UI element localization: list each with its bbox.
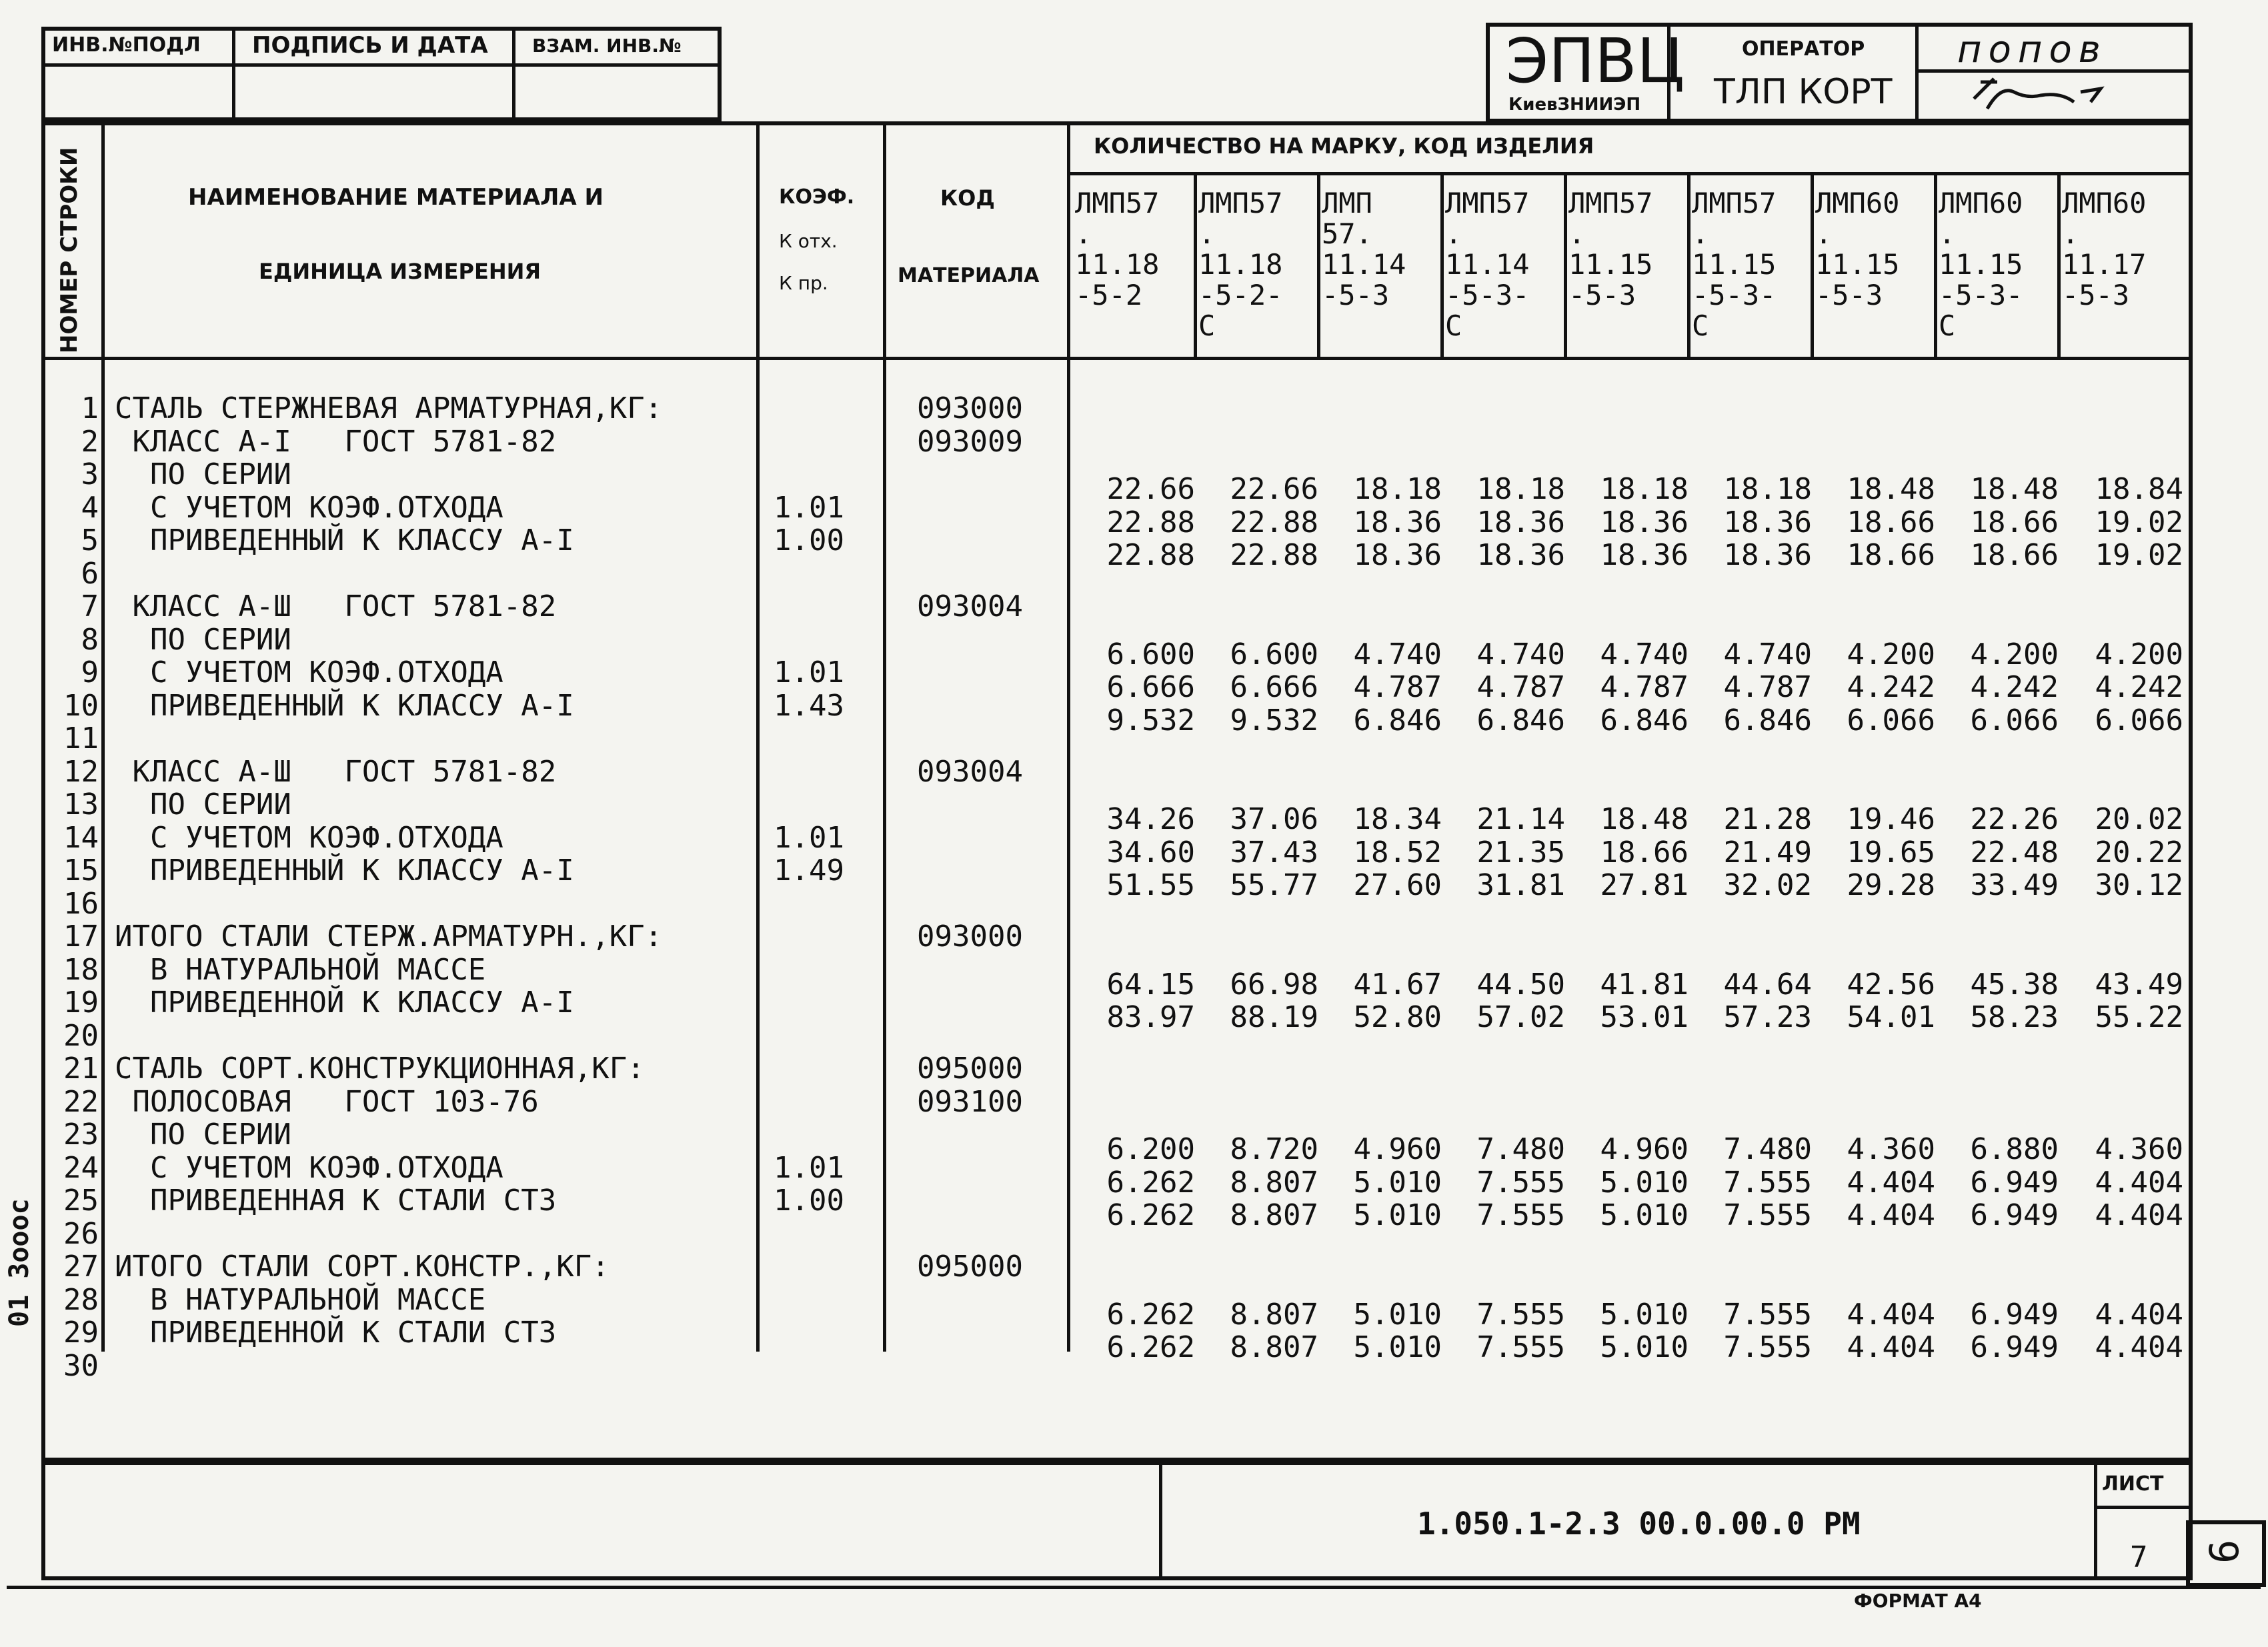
- row-value: 45.38: [1970, 968, 2059, 1002]
- row-name: ПО СЕРИИ: [115, 457, 291, 491]
- mark-col-6: ЛМП57 . 11.15 -5-3- С: [1692, 187, 1777, 342]
- row-value: 22.88: [1230, 538, 1318, 572]
- mark-divider: [1687, 172, 1690, 359]
- row-value: 9.532: [1230, 703, 1318, 737]
- row-value: 5.010: [1600, 1330, 1688, 1364]
- row-value: 5.010: [1353, 1166, 1442, 1200]
- row-value: 19.65: [1847, 836, 1935, 870]
- row-value: 18.18: [1353, 472, 1442, 506]
- mark-col-4: ЛМП57 . 11.14 -5-3- С: [1445, 187, 1530, 342]
- row-value: 22.48: [1970, 836, 2059, 870]
- row-name: С УЧЕТОМ КОЭФ.ОТХОДА: [115, 655, 503, 689]
- row-value: 4.787: [1600, 670, 1688, 704]
- row-value: 37.43: [1230, 836, 1318, 870]
- row-koef: 1.00: [774, 1184, 844, 1218]
- row-value: 30.12: [2095, 868, 2183, 902]
- row-code: 093009: [917, 425, 1023, 459]
- row-code: 093000: [917, 391, 1023, 425]
- row-value: 6.200: [1106, 1132, 1195, 1166]
- row-value: 18.36: [1353, 505, 1442, 539]
- row-value: 18.36: [1476, 538, 1565, 572]
- row-number: 2: [81, 425, 99, 459]
- row-value: 42.56: [1847, 968, 1935, 1002]
- operator-name: ТЛП КОРТ: [1714, 72, 1893, 112]
- row-value: 4.404: [2095, 1330, 2183, 1364]
- row-value: 22.88: [1230, 505, 1318, 539]
- row-number: 1: [81, 391, 99, 425]
- column-divider: [883, 121, 886, 1352]
- row-value: 4.787: [1353, 670, 1442, 704]
- row-value: 22.88: [1106, 505, 1195, 539]
- row-code: 095000: [917, 1052, 1023, 1086]
- row-value: 6.949: [1970, 1198, 2059, 1232]
- row-value: 8.720: [1230, 1132, 1318, 1166]
- format-label: ФОРМАТ А4: [1854, 1590, 1982, 1612]
- header-koef-line2: К отх.: [779, 230, 838, 252]
- row-value: 55.77: [1230, 868, 1318, 902]
- row-value: 41.81: [1600, 968, 1688, 1002]
- row-value: 66.98: [1230, 968, 1318, 1002]
- footer-divider: [1159, 1460, 1162, 1580]
- row-value: 4.242: [2095, 670, 2183, 704]
- row-value: 18.36: [1600, 538, 1688, 572]
- row-number: 25: [63, 1184, 99, 1218]
- column-divider: [756, 121, 760, 1352]
- mark-divider: [2057, 172, 2061, 359]
- row-number: 20: [63, 1019, 99, 1053]
- row-value: 88.19: [1230, 1000, 1318, 1034]
- header-code-line1: КОД: [940, 185, 995, 211]
- row-koef: 1.01: [774, 821, 844, 855]
- mark-col-1: ЛМП57 . 11.18 -5-2: [1075, 187, 1160, 311]
- row-value: 18.66: [1970, 538, 2059, 572]
- row-value: 8.807: [1230, 1298, 1318, 1332]
- row-value: 22.66: [1230, 472, 1318, 506]
- row-koef: 1.43: [774, 689, 844, 723]
- row-number: 19: [63, 986, 99, 1020]
- row-value: 21.14: [1476, 802, 1565, 836]
- row-value: 5.010: [1353, 1298, 1442, 1332]
- row-name: С УЧЕТОМ КОЭФ.ОТХОДА: [115, 491, 503, 525]
- header-code-line2: МАТЕРИАЛА: [898, 264, 1040, 287]
- row-name: ПРИВЕДЕННЫЙ К КЛАССУ А-I: [115, 854, 574, 888]
- org-sub: КиевЗНИИЭП: [1508, 95, 1641, 115]
- row-value: 20.02: [2095, 802, 2183, 836]
- row-value: 18.36: [1353, 538, 1442, 572]
- row-value: 37.06: [1230, 802, 1318, 836]
- row-koef: 1.49: [774, 854, 844, 888]
- row-value: 18.66: [1847, 505, 1935, 539]
- row-number: 16: [63, 887, 99, 921]
- row-value: 4.787: [1723, 670, 1812, 704]
- row-number: 14: [63, 821, 99, 855]
- row-value: 6.880: [1970, 1132, 2059, 1166]
- row-value: 5.010: [1600, 1198, 1688, 1232]
- row-value: 5.010: [1353, 1198, 1442, 1232]
- row-value: 4.960: [1353, 1132, 1442, 1166]
- row-value: 18.18: [1723, 472, 1812, 506]
- row-value: 44.50: [1476, 968, 1565, 1002]
- row-name: ИТОГО СТАЛИ СОРТ.КОНСТР.,КГ:: [115, 1250, 610, 1284]
- row-value: 19.02: [2095, 505, 2183, 539]
- row-value: 18.84: [2095, 472, 2183, 506]
- row-number: 22: [63, 1085, 99, 1119]
- row-value: 6.600: [1230, 637, 1318, 671]
- row-value: 6.846: [1476, 703, 1565, 737]
- row-code: 093004: [917, 589, 1023, 623]
- mark-divider: [1934, 172, 1937, 359]
- row-value: 54.01: [1847, 1000, 1935, 1034]
- row-number: 9: [81, 655, 99, 689]
- mark-col-5: ЛМП57 . 11.15 -5-3: [1568, 187, 1653, 311]
- row-value: 18.66: [1970, 505, 2059, 539]
- row-value: 4.404: [1847, 1166, 1935, 1200]
- row-number: 12: [63, 755, 99, 789]
- row-value: 27.60: [1353, 868, 1442, 902]
- side-mark: 01 Зооос: [4, 1198, 35, 1327]
- footer-divider: [2094, 1460, 2097, 1580]
- row-value: 6.666: [1106, 670, 1195, 704]
- row-value: 8.807: [1230, 1166, 1318, 1200]
- row-value: 6.262: [1106, 1298, 1195, 1332]
- stamp-sign-date: ПОДПИСЬ И ДАТА: [252, 32, 488, 59]
- row-name: ПО СЕРИИ: [115, 787, 291, 821]
- row-value: 4.242: [1970, 670, 2059, 704]
- sheet-label: ЛИСТ: [2102, 1472, 2164, 1496]
- row-number: 28: [63, 1283, 99, 1317]
- header-name-line1: НАИМЕНОВАНИЕ МАТЕРИАЛА И: [188, 184, 604, 211]
- row-value: 6.262: [1106, 1330, 1195, 1364]
- row-value: 7.480: [1723, 1132, 1812, 1166]
- row-value: 7.555: [1723, 1166, 1812, 1200]
- row-value: 6.846: [1353, 703, 1442, 737]
- row-number: 30: [63, 1349, 99, 1383]
- row-value: 6.066: [1847, 703, 1935, 737]
- row-value: 57.23: [1723, 1000, 1812, 1034]
- row-value: 20.22: [2095, 836, 2183, 870]
- row-value: 4.200: [1970, 637, 2059, 671]
- row-koef: 1.01: [774, 491, 844, 525]
- row-value: 4.200: [2095, 637, 2183, 671]
- row-value: 41.67: [1353, 968, 1442, 1002]
- row-value: 83.97: [1106, 1000, 1195, 1034]
- header-koef-line1: КОЭФ.: [779, 185, 855, 209]
- row-code: 095000: [917, 1250, 1023, 1284]
- row-value: 19.46: [1847, 802, 1935, 836]
- row-value: 18.52: [1353, 836, 1442, 870]
- stamp-divider: [41, 63, 722, 67]
- row-number: 24: [63, 1151, 99, 1185]
- row-number: 23: [63, 1118, 99, 1152]
- mark-col-8: ЛМП60 . 11.15 -5-3- С: [1939, 187, 2023, 342]
- header-name-line2: ЕДИНИЦА ИЗМЕРЕНИЯ: [259, 259, 541, 284]
- row-value: 4.360: [2095, 1132, 2183, 1166]
- row-value: 34.60: [1106, 836, 1195, 870]
- header-bottom-line: [41, 357, 2193, 360]
- row-name: С УЧЕТОМ КОЭФ.ОТХОДА: [115, 1151, 503, 1185]
- row-value: 7.555: [1723, 1298, 1812, 1332]
- row-value: 4.740: [1723, 637, 1812, 671]
- row-value: 18.36: [1600, 505, 1688, 539]
- stamp-vzam-inv: ВЗАМ. ИНВ.№: [532, 35, 682, 57]
- row-number: 27: [63, 1250, 99, 1284]
- row-value: 6.600: [1106, 637, 1195, 671]
- row-value: 18.36: [1723, 538, 1812, 572]
- row-name: ПРИВЕДЕННЫЙ К КЛАССУ А-I: [115, 689, 574, 723]
- row-value: 18.34: [1353, 802, 1442, 836]
- row-value: 34.26: [1106, 802, 1195, 836]
- row-value: 6.949: [1970, 1298, 2059, 1332]
- row-name: КЛАСС А-I ГОСТ 5781-82: [115, 425, 557, 459]
- row-value: 18.48: [1600, 802, 1688, 836]
- doc-code: 1.050.1-2.3 00.0.00.0 РМ: [1417, 1506, 1861, 1542]
- footer-block: [41, 1460, 2193, 1580]
- row-value: 21.49: [1723, 836, 1812, 870]
- row-code: 093000: [917, 920, 1023, 954]
- sheet-number: 7: [2130, 1540, 2148, 1574]
- row-value: 7.480: [1476, 1132, 1565, 1166]
- mark-divider: [1194, 172, 1197, 359]
- row-value: 32.02: [1723, 868, 1812, 902]
- mark-divider: [1564, 172, 1567, 359]
- row-name: В НАТУРАЛЬНОЙ МАССЕ: [115, 953, 486, 987]
- row-value: 9.532: [1106, 703, 1195, 737]
- page-bottom-line: [7, 1586, 2261, 1589]
- row-koef: 1.01: [774, 655, 844, 689]
- row-number: 6: [81, 557, 99, 591]
- row-name: ПРИВЕДЕННЫЙ К КЛАССУ А-I: [115, 523, 574, 557]
- row-name: СТАЛЬ СОРТ.КОНСТРУКЦИОННАЯ,КГ:: [115, 1052, 645, 1086]
- row-value: 27.81: [1600, 868, 1688, 902]
- row-value: 6.666: [1230, 670, 1318, 704]
- row-value: 4.740: [1600, 637, 1688, 671]
- row-value: 58.23: [1970, 1000, 2059, 1034]
- row-name: КЛАСС А-Ш ГОСТ 5781-82: [115, 755, 557, 789]
- row-value: 18.36: [1476, 505, 1565, 539]
- row-value: 7.555: [1476, 1198, 1565, 1232]
- row-value: 4.404: [1847, 1330, 1935, 1364]
- row-value: 5.010: [1353, 1330, 1442, 1364]
- row-number: 11: [63, 721, 99, 755]
- row-code: 093004: [917, 755, 1023, 789]
- page-mark: 9: [2199, 1539, 2247, 1564]
- row-number: 13: [63, 787, 99, 821]
- header-row-number: НОМЕР СТРОКИ: [56, 147, 83, 353]
- mark-col-3: ЛМП 57. 11.14 -5-3: [1322, 187, 1406, 311]
- mark-col-2: ЛМП57 . 11.18 -5-2- С: [1198, 187, 1283, 342]
- mark-col-9: ЛМП60 . 11.17 -5-3: [2062, 187, 2147, 311]
- row-value: 4.404: [2095, 1298, 2183, 1332]
- row-value: 33.49: [1970, 868, 2059, 902]
- mark-col-7: ЛМП60 . 11.15 -5-3: [1815, 187, 1900, 311]
- org-main: ЭПВЦ: [1506, 25, 1684, 97]
- row-value: 21.28: [1723, 802, 1812, 836]
- row-value: 6.262: [1106, 1198, 1195, 1232]
- row-value: 6.846: [1723, 703, 1812, 737]
- row-value: 29.28: [1847, 868, 1935, 902]
- row-value: 57.02: [1476, 1000, 1565, 1034]
- row-code: 093100: [917, 1085, 1023, 1119]
- row-number: 15: [63, 854, 99, 888]
- row-value: 18.66: [1847, 538, 1935, 572]
- row-number: 8: [81, 623, 99, 657]
- row-name: С УЧЕТОМ КОЭФ.ОТХОДА: [115, 821, 503, 855]
- row-number: 10: [63, 689, 99, 723]
- row-value: 4.404: [2095, 1198, 2183, 1232]
- mark-divider: [1440, 172, 1444, 359]
- row-number: 5: [81, 523, 99, 557]
- row-value: 7.555: [1723, 1198, 1812, 1232]
- row-value: 7.555: [1476, 1166, 1565, 1200]
- row-value: 4.404: [1847, 1298, 1935, 1332]
- row-name: ПРИВЕДЕННАЯ К СТАЛИ СТ3: [115, 1184, 557, 1218]
- header-qty-title: КОЛИЧЕСТВО НА МАРКУ, КОД ИЗДЕЛИЯ: [1094, 133, 1594, 159]
- row-value: 4.740: [1353, 637, 1442, 671]
- row-number: 26: [63, 1217, 99, 1251]
- row-value: 4.960: [1600, 1132, 1688, 1166]
- row-value: 18.36: [1723, 505, 1812, 539]
- row-value: 4.404: [1847, 1198, 1935, 1232]
- column-divider: [1067, 121, 1070, 1352]
- row-value: 8.807: [1230, 1330, 1318, 1364]
- footer-divider: [2094, 1506, 2193, 1509]
- row-number: 29: [63, 1316, 99, 1350]
- stamp-inv-podl: ИНВ.№ПОДЛ: [52, 33, 201, 57]
- row-number: 17: [63, 920, 99, 954]
- row-value: 44.64: [1723, 968, 1812, 1002]
- row-number: 3: [81, 457, 99, 491]
- column-divider: [101, 121, 105, 1352]
- row-value: 18.48: [1970, 472, 2059, 506]
- row-value: 43.49: [2095, 968, 2183, 1002]
- row-value: 18.18: [1476, 472, 1565, 506]
- row-value: 6.949: [1970, 1330, 2059, 1364]
- row-value: 22.66: [1106, 472, 1195, 506]
- row-name: ПРИВЕДЕННОЙ К СТАЛИ СТ3: [115, 1316, 557, 1350]
- mark-divider: [1811, 172, 1814, 359]
- author-name: попов: [1957, 28, 2107, 71]
- row-value: 64.15: [1106, 968, 1195, 1002]
- title-divider: [1915, 23, 1919, 123]
- row-number: 7: [81, 589, 99, 623]
- row-number: 4: [81, 491, 99, 525]
- row-value: 31.81: [1476, 868, 1565, 902]
- row-value: 4.360: [1847, 1132, 1935, 1166]
- row-value: 4.404: [2095, 1166, 2183, 1200]
- row-value: 53.01: [1600, 1000, 1688, 1034]
- row-value: 7.555: [1476, 1330, 1565, 1364]
- row-value: 4.787: [1476, 670, 1565, 704]
- row-name: КЛАСС А-Ш ГОСТ 5781-82: [115, 589, 557, 623]
- row-value: 52.80: [1353, 1000, 1442, 1034]
- row-value: 5.010: [1600, 1166, 1688, 1200]
- row-value: 4.242: [1847, 670, 1935, 704]
- row-value: 5.010: [1600, 1298, 1688, 1332]
- header-koef-line3: К пр.: [779, 272, 828, 294]
- row-value: 55.22: [2095, 1000, 2183, 1034]
- row-value: 7.555: [1476, 1298, 1565, 1332]
- row-value: 22.88: [1106, 538, 1195, 572]
- row-value: 19.02: [2095, 538, 2183, 572]
- row-koef: 1.01: [774, 1151, 844, 1185]
- row-name: ПО СЕРИИ: [115, 1118, 291, 1152]
- signature: [1947, 72, 2121, 119]
- row-value: 7.555: [1723, 1330, 1812, 1364]
- row-value: 6.066: [1970, 703, 2059, 737]
- row-value: 18.66: [1600, 836, 1688, 870]
- row-value: 51.55: [1106, 868, 1195, 902]
- row-number: 18: [63, 953, 99, 987]
- row-name: ПРИВЕДЕННОЙ К КЛАССУ А-I: [115, 986, 574, 1020]
- row-value: 8.807: [1230, 1198, 1318, 1232]
- row-value: 18.48: [1847, 472, 1935, 506]
- row-value: 6.949: [1970, 1166, 2059, 1200]
- row-name: ИТОГО СТАЛИ СТЕРЖ.АРМАТУРН.,КГ:: [115, 920, 663, 954]
- row-name: ПО СЕРИИ: [115, 623, 291, 657]
- row-koef: 1.00: [774, 523, 844, 557]
- row-value: 6.066: [2095, 703, 2183, 737]
- operator-label: ОПЕРАТОР: [1742, 37, 1865, 61]
- row-name: СТАЛЬ СТЕРЖНЕВАЯ АРМАТУРНАЯ,КГ:: [115, 391, 663, 425]
- qty-title-line: [1067, 172, 2193, 175]
- row-name: ПОЛОСОВАЯ ГОСТ 103-76: [115, 1085, 539, 1119]
- row-value: 6.262: [1106, 1166, 1195, 1200]
- stamp-divider: [232, 27, 235, 121]
- stamp-divider: [512, 27, 515, 121]
- row-name: В НАТУРАЛЬНОЙ МАССЕ: [115, 1283, 486, 1317]
- row-value: 4.200: [1847, 637, 1935, 671]
- row-number: 21: [63, 1052, 99, 1086]
- row-value: 4.740: [1476, 637, 1565, 671]
- row-value: 22.26: [1970, 802, 2059, 836]
- mark-divider: [1317, 172, 1320, 359]
- row-value: 6.846: [1600, 703, 1688, 737]
- row-value: 21.35: [1476, 836, 1565, 870]
- row-value: 18.18: [1600, 472, 1688, 506]
